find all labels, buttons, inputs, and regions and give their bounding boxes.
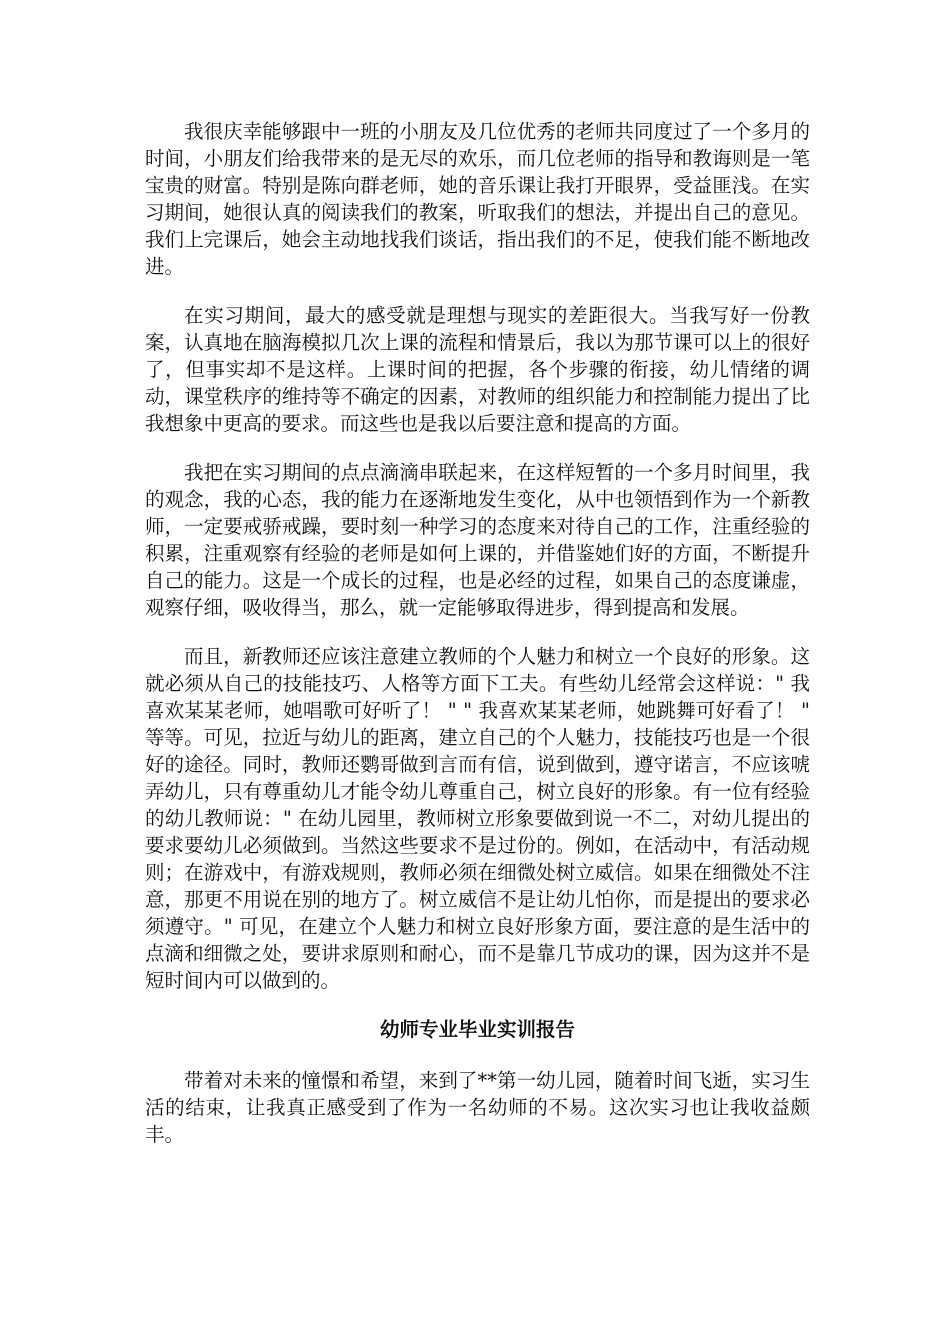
section-heading: 幼师专业毕业实训报告 [379,1018,575,1041]
paragraph-3: 我把在实习期间的点点滴滴串联起来，在这样短暂的一个多月时间里，我的观念，我的心态，我的能力在逐渐地发生变化，从中也领悟到作为一个新教师，一定要戒骄戒躁，要时刻一种学习的态度来对待自己的工作，注重经验的积累，注重观察有经验的老师是如何上课的，并借鉴她们好的方面，不断提升自己的能力。这是一个成长的过程，也是必经的过程，如果自己的态度谦虚，观察仔细，吸收得当，那么，就一定能够取得进步，得到提高和发展。 [145,461,810,619]
paragraph-1: 我很庆幸能够跟中一班的小朋友及几位优秀的老师共同度过了一个多月的时间，小朋友们给我带来的是无尽的欢乐，而几位老师的指导和教诲则是一笔宝贵的财富。特别是陈向群老师，她的音乐课让我打开眼界，受益匪浅。在实习期间，她很认真的阅读我们的教案，听取我们的想法，并提出自己的意见。我们上完课后，她会主动地找我们谈话，指出我们的不足，使我们能不断地改进。 [145,120,810,278]
document-page [145,118,810,1170]
paragraph-4: 而且，新教师还应该注意建立教师的个人魅力和树立一个良好的形象。这就必须从自己的技能技巧、人格等方面下工夫。有些幼儿经常会这样说：" 我喜欢某某老师，她唱歌可好听了！ " " 我喜欢某某老师，她跳舞可好看了！ " 等等。可见，拉近与幼儿的距离，建立自己的个人魅力，技能技巧也是一个很好的途径。同时，教师还鹦哥做到言而有信，说到做到，遵守诺言，不应该唬弄幼儿，只有尊重幼儿才能令幼儿尊重自己，树立良好的形象。有一位有经验的幼儿教师说：" 在幼儿园里，教师树立形象要做到说一不二，对幼儿提出的要求要幼儿必须做到。当然这些要求不是过份的。例如，在活动中，有活动规则；在游戏中，有游戏规则，教师必须在细微处树立威信。如果在细微处不注意，那更不用说在别的地方了。树立威信不是让幼儿怕你，而是提出的要求必须遵守。" 可见，在建立个人魅力和树立良好形象方面，要注意的是生活中的点滴和细微之处，要讲求原则和耐心，而不是靠几节成功的课，因为这并不是短时间内可以做到的。 [145,645,810,992]
paragraph-2: 在实习期间，最大的感受就是理想与现实的差距很大。当我写好一份教案，认真地在脑海模拟几次上课的流程和情景后，我以为那节课可以上的很好了，但事实却不是这样。上课时间的把握，各个步骤的衔接，幼儿情绪的调动，课堂秩序的维持等不确定的因素，对教师的组织能力和控制能力提出了比我想象中更高的要求。而这些也是我以后要注意和提高的方面。 [145,304,810,435]
closing-paragraph: 带着对未来的憧憬和希望，来到了**第一幼儿园，随着时间飞逝，实习生活的结束，让我真正感受到了作为一名幼师的不易。这次实习也让我收益颇丰。 [145,1069,810,1146]
